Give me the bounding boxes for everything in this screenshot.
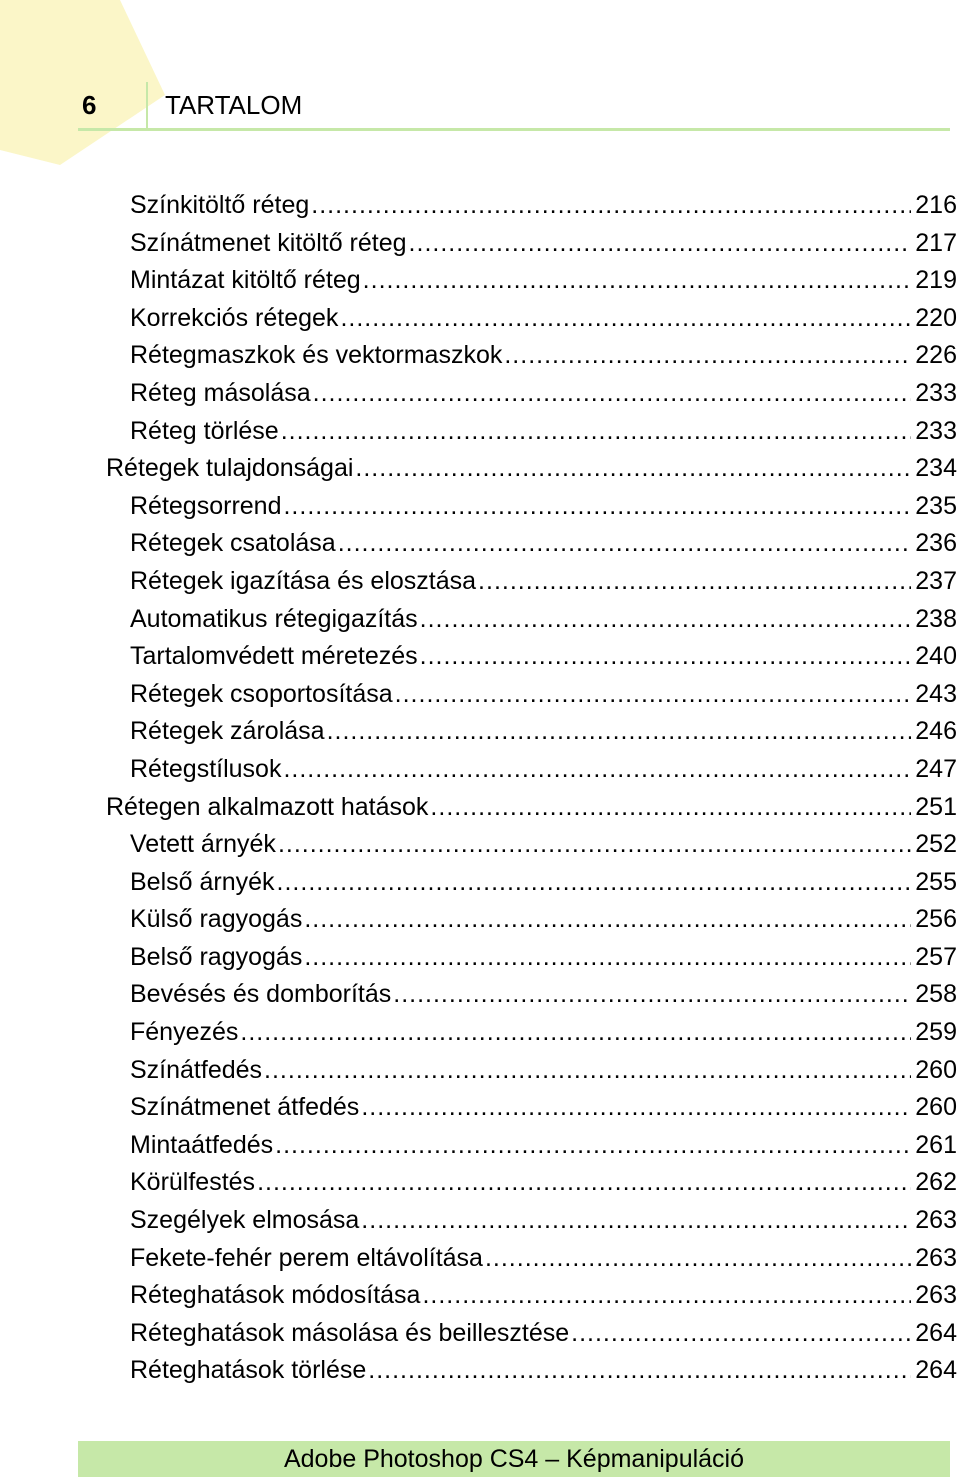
page-number: 6 [78, 82, 148, 128]
toc-entry[interactable] [0, 789, 960, 827]
toc-entry-page: 240 [915, 642, 957, 671]
toc-entry-title: Réteghatások másolása és beillesztése [130, 1318, 570, 1347]
toc-dot-leader [311, 187, 911, 225]
toc-entry-title: Réteghatások módosítása [130, 1281, 421, 1310]
toc-entry-page: 233 [915, 416, 957, 445]
page-footer [78, 1441, 950, 1477]
toc-entry[interactable] [0, 1014, 960, 1052]
toc-dot-leader [361, 1089, 911, 1127]
toc-entry[interactable] [0, 413, 960, 451]
toc-dot-leader [304, 901, 911, 939]
toc-entry-page: 238 [915, 604, 957, 633]
toc-dot-leader [409, 225, 912, 263]
toc-dot-leader [420, 601, 912, 639]
toc-entry-title: Réteg törlése [130, 416, 279, 445]
toc-entry-page: 219 [915, 266, 957, 295]
toc-entry[interactable] [0, 563, 960, 601]
toc-dot-leader [257, 1164, 911, 1202]
toc-entry-page: 257 [915, 942, 957, 971]
page-header [78, 82, 950, 131]
toc-entry-title: Vetett árnyék [130, 830, 276, 859]
toc-entry-title: Színátmenet átfedés [130, 1093, 360, 1122]
toc-entry[interactable] [0, 976, 960, 1014]
toc-entry-page: 258 [915, 980, 957, 1009]
toc-entry[interactable] [0, 601, 960, 639]
toc-entry-page: 264 [915, 1318, 957, 1347]
toc-dot-leader [275, 1127, 911, 1165]
toc-entry[interactable] [0, 713, 960, 751]
toc-entry-title: Rétegmaszkok és vektormaszkok [130, 341, 503, 370]
toc-entry-title: Rétegek igazítása és elosztása [130, 566, 477, 595]
toc-entry[interactable] [0, 1127, 960, 1165]
toc-entry[interactable] [0, 262, 960, 300]
toc-dot-leader [393, 976, 911, 1014]
toc-entry[interactable] [0, 225, 960, 263]
toc-entry-page: 251 [915, 792, 957, 821]
toc-entry[interactable] [0, 1352, 960, 1390]
toc-entry-page: 216 [915, 191, 957, 219]
toc-entry[interactable] [0, 1202, 960, 1240]
toc-dot-leader [338, 525, 912, 563]
toc-entry[interactable] [0, 939, 960, 977]
toc-entry-title: Automatikus rétegigazítás [130, 604, 418, 633]
toc-entry[interactable] [0, 187, 960, 225]
page-title: TARTALOM [165, 89, 303, 120]
toc-dot-leader [395, 676, 912, 714]
toc-dot-leader [304, 939, 911, 977]
toc-entry-title: Korrekciós rétegek [130, 303, 339, 332]
toc-entry-title: Fekete-fehér perem eltávolítása [130, 1243, 483, 1272]
toc-entry-page: 261 [915, 1130, 957, 1159]
toc-entry[interactable] [0, 1277, 960, 1315]
toc-dot-leader [277, 864, 912, 902]
toc-entry-title: Rétegek tulajdonságai [106, 454, 354, 483]
toc-dot-leader [283, 488, 911, 526]
toc-entry-title: Rétegek zárolása [130, 717, 325, 746]
toc-dot-leader [485, 1240, 911, 1278]
toc-entry[interactable] [0, 1240, 960, 1278]
toc-entry-page: 226 [915, 341, 957, 370]
toc-entry-page: 243 [915, 679, 957, 708]
toc-dot-leader [430, 789, 911, 827]
toc-entry-page: 252 [915, 830, 957, 859]
toc-entry-page: 247 [915, 754, 957, 783]
toc-dot-leader [363, 262, 912, 300]
footer-text: Adobe Photoshop CS4 – Képmanipuláció [283, 1444, 745, 1473]
toc-entry-title: Rétegek csoportosítása [130, 679, 393, 708]
toc-entry-page: 262 [915, 1168, 957, 1197]
toc-entry-title: Rétegsorrend [130, 491, 282, 520]
toc-dot-leader [264, 1052, 911, 1090]
toc-entry-title: Színkitöltő réteg [130, 191, 310, 219]
toc-entry-title: Szegélyek elmosása [130, 1206, 360, 1235]
toc-entry-title: Belső árnyék [130, 867, 275, 896]
toc-entry[interactable] [0, 525, 960, 563]
toc-dot-leader [340, 300, 911, 338]
toc-dot-leader [420, 638, 912, 676]
toc-entry-title: Mintaátfedés [130, 1130, 274, 1159]
toc-dot-leader [368, 1352, 911, 1390]
toc-entry-page: 263 [915, 1281, 957, 1310]
toc-entry-page: 235 [915, 491, 957, 520]
toc-entry-page: 237 [915, 566, 957, 595]
toc-entry[interactable] [0, 450, 960, 488]
toc-entry-page: 234 [915, 454, 957, 483]
toc-entry-page: 246 [915, 717, 957, 746]
toc-entry-title: Rétegek csatolása [130, 529, 336, 558]
toc-entry-title: Színátmenet kitöltő réteg [130, 228, 407, 257]
toc-entry-title: Külső ragyogás [130, 905, 303, 934]
toc-entry[interactable] [0, 864, 960, 902]
toc-entry-page: 259 [915, 1018, 957, 1047]
toc-entry-title: Réteg másolása [130, 378, 311, 407]
toc-entry-title: Belső ragyogás [130, 942, 303, 971]
toc-dot-leader [283, 751, 911, 789]
toc-entry-page: 220 [915, 303, 957, 332]
toc-entry-page: 236 [915, 529, 957, 558]
toc-entry[interactable] [0, 751, 960, 789]
toc-entry-title: Fényezés [130, 1018, 239, 1047]
toc-dot-leader [240, 1014, 911, 1052]
toc-entry-page: 217 [915, 228, 957, 257]
toc-entry[interactable] [0, 375, 960, 413]
toc-entry-page: 260 [915, 1055, 957, 1084]
toc-dot-leader [478, 563, 911, 601]
toc-entry-page: 263 [915, 1206, 957, 1235]
toc-entry-page: 264 [915, 1356, 957, 1385]
toc-entry[interactable] [0, 337, 960, 375]
table-of-contents [0, 187, 960, 1390]
toc-dot-leader [355, 450, 911, 488]
toc-dot-leader [422, 1277, 911, 1315]
toc-entry-title: Tartalomvédett méretezés [130, 642, 418, 671]
toc-dot-leader [361, 1202, 911, 1240]
toc-dot-leader [281, 413, 912, 451]
toc-dot-leader [571, 1315, 911, 1353]
toc-entry-title: Mintázat kitöltő réteg [130, 266, 361, 295]
toc-entry[interactable] [0, 638, 960, 676]
toc-entry[interactable] [0, 1089, 960, 1127]
toc-entry-title: Színátfedés [130, 1055, 263, 1084]
toc-entry-title: Réteghatások törlése [130, 1356, 367, 1385]
toc-entry-title: Bevésés és domborítás [130, 980, 392, 1009]
toc-dot-leader [313, 375, 912, 413]
toc-entry-page: 255 [915, 867, 957, 896]
toc-dot-leader [278, 826, 911, 864]
toc-entry[interactable] [0, 488, 960, 526]
toc-dot-leader [327, 713, 912, 751]
toc-entry[interactable] [0, 676, 960, 714]
toc-entry[interactable] [0, 901, 960, 939]
toc-dot-leader [504, 337, 911, 375]
toc-entry-page: 256 [915, 905, 957, 934]
toc-entry-title: Körülfestés [130, 1168, 256, 1197]
toc-entry-page: 260 [915, 1093, 957, 1122]
toc-entry[interactable] [0, 300, 960, 338]
toc-entry[interactable] [0, 1315, 960, 1353]
toc-entry-page: 263 [915, 1243, 957, 1272]
toc-entry-page: 233 [915, 378, 957, 407]
toc-entry-title: Rétegen alkalmazott hatások [106, 792, 429, 821]
toc-entry-title: Rétegstílusok [130, 754, 282, 783]
toc-entry[interactable] [0, 826, 960, 864]
toc-entry[interactable] [0, 1164, 960, 1202]
toc-entry[interactable] [0, 1052, 960, 1090]
